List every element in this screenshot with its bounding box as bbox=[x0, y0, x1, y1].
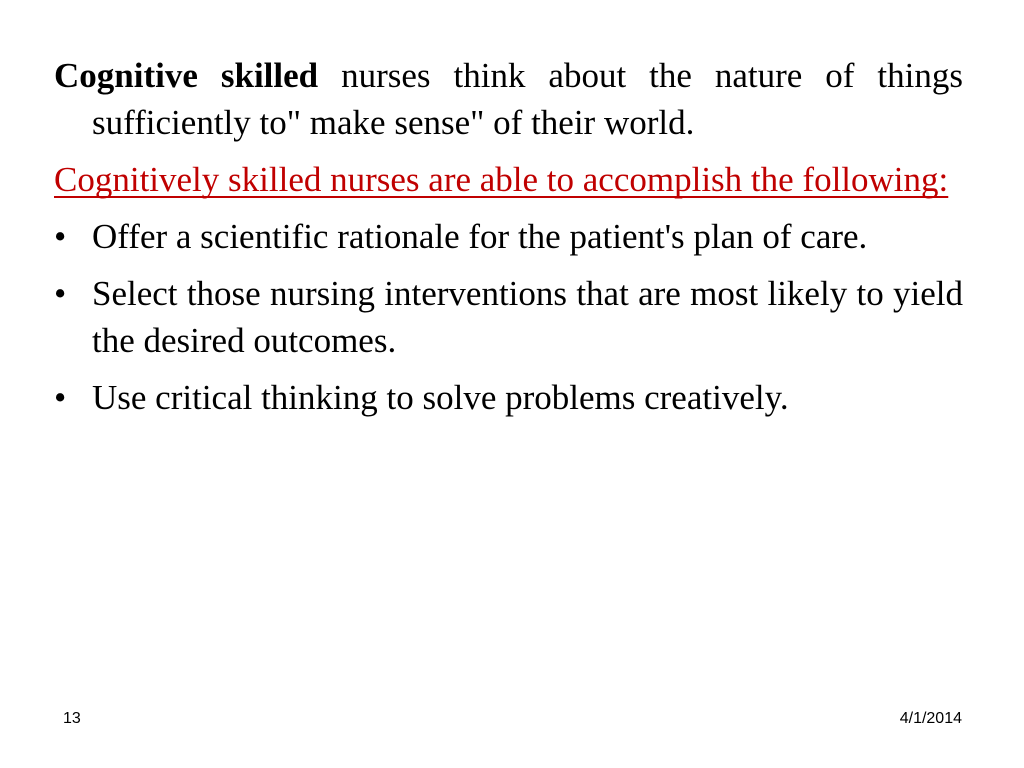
intro-bold-term: Cognitive skilled bbox=[54, 56, 319, 95]
intro-paragraph bbox=[54, 52, 963, 146]
list-item bbox=[54, 270, 963, 364]
bullet-icon: • bbox=[54, 217, 67, 256]
bullet-text: Use critical thinking to solve problems creatively. bbox=[92, 378, 789, 417]
bullet-text: Offer a scientific rationale for the patient's plan of care. bbox=[92, 217, 868, 256]
section-heading: Cognitively skilled nurses are able to accomplish the following: bbox=[54, 160, 949, 199]
intro-text: nurses think about the nature of things sufficiently to" make sense" of their world. bbox=[92, 56, 964, 142]
slide-number: 13 bbox=[63, 710, 81, 727]
list-item bbox=[54, 213, 963, 260]
bullet-list bbox=[54, 213, 963, 421]
bullet-text: Select those nursing interventions that are most likely to yield the desired outcomes. bbox=[92, 274, 963, 360]
list-item bbox=[54, 374, 963, 421]
bullet-icon: • bbox=[54, 274, 67, 313]
slide-date: 4/1/2014 bbox=[899, 710, 962, 727]
bullet-icon: • bbox=[54, 378, 67, 417]
slide-body bbox=[54, 52, 963, 421]
